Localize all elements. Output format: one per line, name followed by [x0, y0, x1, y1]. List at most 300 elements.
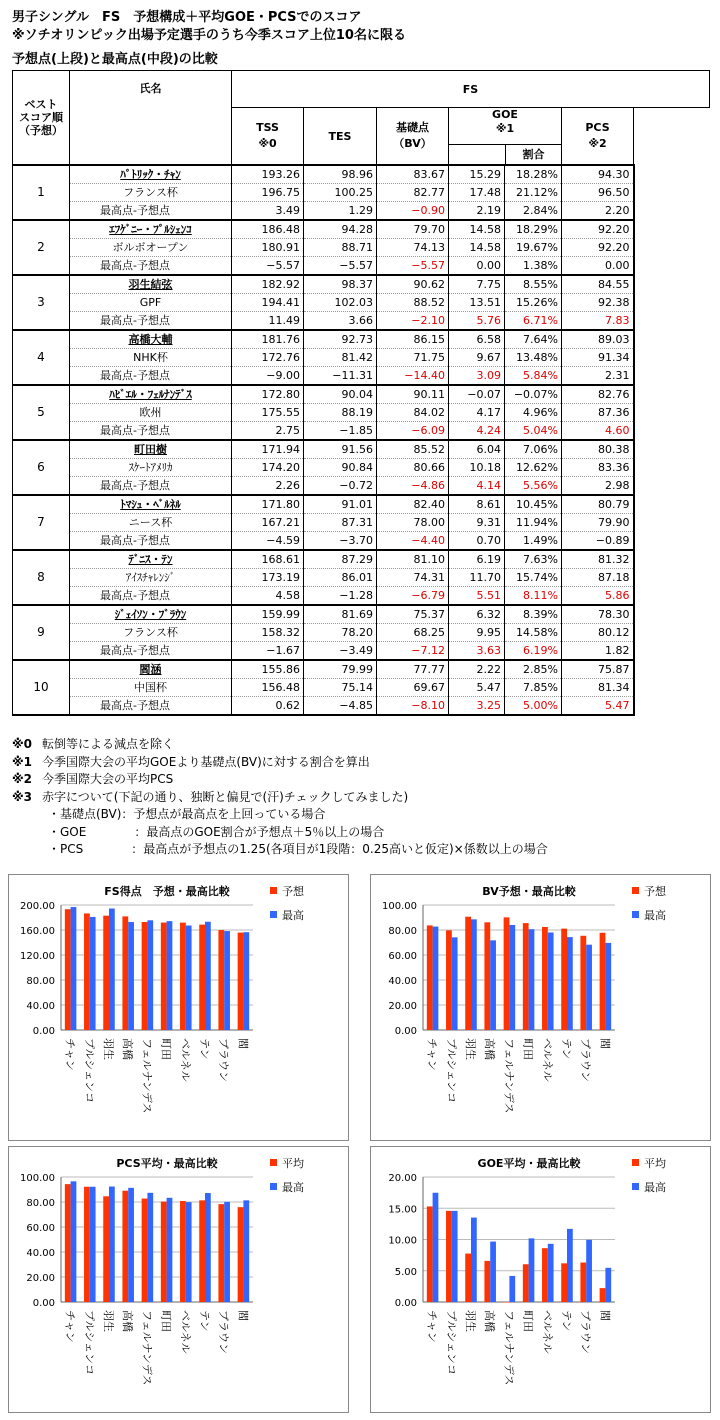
cell-pcs: 81.34: [562, 679, 634, 697]
best-event: 中国杯: [70, 679, 232, 697]
cell-bv: −2.10: [377, 312, 449, 331]
cell-ratio: 1.38%: [505, 257, 562, 276]
fs-score-table: [12, 70, 710, 716]
cell-pcs: 80.38: [562, 440, 634, 459]
cell-goe: 3.63: [449, 642, 505, 661]
cell-goe: 9.67: [449, 349, 505, 367]
y-tick-label: 80.00: [388, 926, 417, 937]
cell-goe: 9.31: [449, 514, 505, 532]
diff-label: 最高点-予想点: [70, 367, 232, 386]
cell-bv: 83.67: [377, 165, 449, 184]
bar-予想-4: [504, 917, 510, 1030]
header-bv: 基礎点 （BV）: [377, 108, 449, 166]
cell-tes: 100.25: [304, 184, 377, 202]
cell-tes: 98.96: [304, 165, 377, 184]
cell-pcs: 84.55: [562, 275, 634, 294]
x-tick-label: 羽生: [464, 1038, 477, 1060]
cell-tss: 172.80: [232, 385, 304, 404]
cell-ratio: 15.74%: [505, 569, 562, 587]
bar-最高-7: [205, 1193, 211, 1302]
bar-最高-0: [433, 927, 439, 1030]
y-tick-label: 160.00: [20, 926, 55, 937]
table-row: [13, 422, 710, 441]
table-row: [13, 330, 710, 349]
cell-bv: −4.40: [377, 532, 449, 551]
bar-平均-4: [504, 1302, 510, 1303]
cell-tss: −5.57: [232, 257, 304, 276]
x-tick-label: 羽生: [102, 1038, 115, 1060]
bar-最高-2: [471, 919, 477, 1030]
bar-平均-1: [446, 1211, 452, 1302]
footnotes: [12, 736, 548, 859]
cell-bv: −6.09: [377, 422, 449, 441]
diff-label: 最高点-予想点: [70, 257, 232, 276]
diff-label: 最高点-予想点: [70, 642, 232, 661]
cell-goe: 5.51: [449, 587, 505, 606]
rank-cell: 1: [13, 165, 70, 220]
x-tick-label: ブラウン: [579, 1038, 593, 1082]
cell-tes: 91.01: [304, 495, 377, 514]
cell-pcs: 87.18: [562, 569, 634, 587]
x-tick-label: ベルネル: [178, 1038, 192, 1082]
cell-goe: 10.18: [449, 459, 505, 477]
cell-ratio: 13.48%: [505, 349, 562, 367]
chart-fs: [8, 874, 349, 1141]
x-tick-label: プルシェンコ: [82, 1038, 96, 1104]
cell-ratio: 11.94%: [505, 514, 562, 532]
cell-tes: −4.85: [304, 697, 377, 716]
cell-pcs: −0.89: [562, 532, 634, 551]
cell-ratio: 6.19%: [505, 642, 562, 661]
cell-tes: −1.28: [304, 587, 377, 606]
cell-tes: 81.42: [304, 349, 377, 367]
cell-goe: 4.24: [449, 422, 505, 441]
y-tick-label: 200.00: [20, 901, 55, 912]
y-tick-label: 20.00: [26, 1273, 55, 1284]
cell-tes: −3.49: [304, 642, 377, 661]
cell-tss: −1.67: [232, 642, 304, 661]
bar-最高-3: [128, 1188, 134, 1302]
table-row: [13, 532, 710, 551]
cell-ratio: 8.55%: [505, 275, 562, 294]
cell-bv: −8.10: [377, 697, 449, 716]
x-tick-label: ベルネル: [540, 1310, 554, 1354]
x-tick-label: 羽生: [464, 1310, 477, 1332]
cell-ratio: 15.26%: [505, 294, 562, 312]
cell-ratio: 18.28%: [505, 165, 562, 184]
cell-goe: 6.04: [449, 440, 505, 459]
cell-tss: 182.92: [232, 275, 304, 294]
best-event: フランス杯: [70, 184, 232, 202]
bar-最高-8: [224, 931, 230, 1030]
cell-tes: 86.01: [304, 569, 377, 587]
bar-最高-5: [529, 929, 535, 1030]
bar-予想-9: [238, 933, 244, 1030]
note-text: 赤字について(下記の通り、独断と偏見で(汗)チェックしてみました): [42, 789, 409, 804]
y-tick-label: 80.00: [26, 1198, 55, 1209]
bar-予想-9: [600, 933, 606, 1030]
bar-予想-2: [465, 917, 471, 1030]
cell-tes: 79.99: [304, 660, 377, 679]
bar-予想-6: [542, 927, 548, 1030]
cell-bv: −0.90: [377, 202, 449, 221]
rank-cell: 6: [13, 440, 70, 495]
table-row: [13, 275, 710, 294]
cell-tss: 0.62: [232, 697, 304, 716]
diff-label: 最高点-予想点: [70, 202, 232, 221]
cell-tes: −3.70: [304, 532, 377, 551]
cell-pcs: 1.82: [562, 642, 634, 661]
legend-label: 平均: [282, 1157, 304, 1170]
header-ratio: 割合: [522, 148, 545, 161]
cell-goe: 11.70: [449, 569, 505, 587]
cell-goe: 3.09: [449, 367, 505, 386]
bar-予想-7: [199, 925, 205, 1030]
y-tick-label: 100.00: [382, 901, 417, 912]
cell-bv: 75.37: [377, 605, 449, 624]
table-row: [13, 660, 710, 679]
bar-予想-3: [122, 916, 128, 1030]
header-goe: [449, 108, 562, 166]
cell-pcs: 83.36: [562, 459, 634, 477]
bar-最高-9: [243, 1200, 249, 1302]
cell-ratio: 8.11%: [505, 587, 562, 606]
best-event: フランス杯: [70, 624, 232, 642]
cell-pcs: 2.20: [562, 202, 634, 221]
legend-swatch: [632, 1183, 639, 1190]
bar-最高-2: [109, 908, 115, 1030]
cell-goe: 4.14: [449, 477, 505, 496]
cell-tss: 181.76: [232, 330, 304, 349]
note-item: [12, 771, 548, 789]
legend-label: 最高: [644, 1181, 666, 1194]
cell-tss: 171.80: [232, 495, 304, 514]
x-tick-label: 閻: [598, 1310, 612, 1321]
bar-平均-5: [161, 1202, 167, 1302]
cell-ratio: 5.84%: [505, 367, 562, 386]
cell-tss: 174.20: [232, 459, 304, 477]
bar-最高-7: [567, 937, 573, 1030]
bar-最高-4: [509, 925, 515, 1030]
y-tick-label: 10.00: [388, 1235, 417, 1247]
cell-tes: 90.04: [304, 385, 377, 404]
bar-最高-2: [109, 1187, 115, 1302]
x-tick-label: フェルナンデス: [502, 1038, 516, 1114]
note-item: [12, 789, 548, 807]
page-title: 男子シングル FS 予想構成＋平均GOE・PCSでのスコア: [12, 10, 362, 25]
cell-ratio: 12.62%: [505, 459, 562, 477]
table-row: [13, 257, 710, 276]
cell-bv: 78.00: [377, 514, 449, 532]
cell-tes: 92.73: [304, 330, 377, 349]
cell-tss: 180.91: [232, 239, 304, 257]
cell-tss: 156.48: [232, 679, 304, 697]
skater-name: 高橋大輔: [70, 330, 232, 349]
x-tick-label: 高橋: [121, 1310, 135, 1332]
cell-pcs: 87.36: [562, 404, 634, 422]
cell-ratio: 10.45%: [505, 495, 562, 514]
cell-tss: −9.00: [232, 367, 304, 386]
cell-bv: 79.70: [377, 220, 449, 239]
cell-bv: 77.77: [377, 660, 449, 679]
legend-label: 平均: [644, 1157, 666, 1170]
cell-tss: 4.58: [232, 587, 304, 606]
bar-平均-9: [600, 1288, 606, 1302]
cell-tss: 2.26: [232, 477, 304, 496]
y-tick-label: 15.00: [388, 1204, 417, 1216]
best-event: ｱｲｽﾁｬﾚﾝｼﾞ: [70, 569, 232, 587]
cell-bv: 71.75: [377, 349, 449, 367]
table-row: [13, 239, 710, 257]
cell-tes: 87.31: [304, 514, 377, 532]
table-row: [13, 294, 710, 312]
skater-name: 閻涵: [70, 660, 232, 679]
bar-最高-6: [548, 933, 554, 1031]
cell-tss: −4.59: [232, 532, 304, 551]
cell-goe: 8.61: [449, 495, 505, 514]
bar-最高-8: [586, 945, 592, 1030]
x-tick-label: 閻: [598, 1038, 612, 1049]
bar-最高-3: [490, 940, 496, 1030]
cell-bv: 68.25: [377, 624, 449, 642]
skater-name: 羽生結弦: [70, 275, 232, 294]
bar-最高-1: [452, 937, 458, 1030]
cell-bv: 84.02: [377, 404, 449, 422]
cell-tes: 98.37: [304, 275, 377, 294]
cell-goe: 0.70: [449, 532, 505, 551]
cell-goe: 5.76: [449, 312, 505, 331]
header-tss: TSS ※0: [232, 108, 304, 166]
legend-swatch: [270, 1159, 277, 1166]
cell-tss: 168.61: [232, 550, 304, 569]
table-row: [13, 440, 710, 459]
cell-bv: 74.13: [377, 239, 449, 257]
x-tick-label: チャン: [63, 1310, 77, 1343]
y-tick-label: 40.00: [26, 1001, 55, 1012]
cell-tes: 1.29: [304, 202, 377, 221]
y-tick-label: 120.00: [20, 951, 55, 962]
y-tick-label: 0.00: [394, 1298, 417, 1309]
cell-goe: 6.19: [449, 550, 505, 569]
cell-tes: 91.56: [304, 440, 377, 459]
x-tick-label: フェルナンデス: [502, 1310, 516, 1386]
cell-bv: −7.12: [377, 642, 449, 661]
x-tick-label: プルシェンコ: [444, 1038, 458, 1104]
bar-予想-8: [218, 930, 224, 1030]
table-row: [13, 569, 710, 587]
cell-tss: 11.49: [232, 312, 304, 331]
x-tick-label: テン: [560, 1310, 573, 1332]
cell-tes: 102.03: [304, 294, 377, 312]
cell-ratio: 5.04%: [505, 422, 562, 441]
cell-tes: 3.66: [304, 312, 377, 331]
rank-cell: 4: [13, 330, 70, 385]
cell-bv: 69.67: [377, 679, 449, 697]
cell-goe: 15.29: [449, 165, 505, 184]
x-tick-label: 町田: [159, 1038, 173, 1060]
cell-tss: 155.86: [232, 660, 304, 679]
y-tick-label: 60.00: [26, 1223, 55, 1234]
legend-label: 最高: [644, 909, 666, 922]
x-tick-label: チャン: [425, 1310, 439, 1343]
legend-swatch: [270, 1183, 277, 1190]
cell-pcs: 96.50: [562, 184, 634, 202]
bar-平均-8: [580, 1263, 586, 1303]
table-row: [13, 495, 710, 514]
x-tick-label: プルシェンコ: [444, 1310, 458, 1376]
x-tick-label: ベルネル: [178, 1310, 192, 1354]
cell-bv: 88.52: [377, 294, 449, 312]
cell-goe: 14.58: [449, 239, 505, 257]
cell-bv: 81.10: [377, 550, 449, 569]
bar-平均-0: [427, 1206, 433, 1302]
y-tick-label: 0.00: [394, 1026, 417, 1037]
bar-最高-3: [128, 922, 134, 1030]
cell-goe: 7.75: [449, 275, 505, 294]
bar-最高-5: [529, 1238, 535, 1302]
table-row: [13, 459, 710, 477]
bar-予想-8: [580, 936, 586, 1030]
bar-平均-8: [218, 1204, 224, 1302]
x-tick-label: チャン: [425, 1038, 439, 1071]
table-row: [13, 385, 710, 404]
chart-title: PCS平均・最高比較: [116, 1157, 218, 1170]
diff-label: 最高点-予想点: [70, 312, 232, 331]
cell-bv: −6.79: [377, 587, 449, 606]
rank-cell: 3: [13, 275, 70, 330]
bar-平均-4: [142, 1199, 148, 1302]
cell-tss: 175.55: [232, 404, 304, 422]
cell-bv: 90.11: [377, 385, 449, 404]
cell-pcs: 5.86: [562, 587, 634, 606]
cell-tss: 196.75: [232, 184, 304, 202]
rank-cell: 7: [13, 495, 70, 550]
table-row: [13, 642, 710, 661]
bar-最高-8: [224, 1202, 230, 1302]
best-event: ニース杯: [70, 514, 232, 532]
cell-ratio: −0.07%: [505, 385, 562, 404]
chart-title: GOE平均・最高比較: [477, 1157, 581, 1170]
cell-ratio: 2.85%: [505, 660, 562, 679]
table-row: [13, 697, 710, 716]
bar-平均-0: [65, 1184, 71, 1302]
cell-ratio: 8.39%: [505, 605, 562, 624]
legend-swatch: [632, 1159, 639, 1166]
table-caption: 予想点(上段)と最高点(中段)の比較: [12, 52, 218, 67]
cell-tes: −0.72: [304, 477, 377, 496]
cell-goe: 14.58: [449, 220, 505, 239]
cell-goe: 2.22: [449, 660, 505, 679]
x-tick-label: テン: [198, 1038, 211, 1060]
cell-bv: 74.31: [377, 569, 449, 587]
cell-ratio: 4.96%: [505, 404, 562, 422]
cell-ratio: 6.71%: [505, 312, 562, 331]
cell-ratio: 7.06%: [505, 440, 562, 459]
cell-tes: −1.85: [304, 422, 377, 441]
y-tick-label: 60.00: [388, 951, 417, 962]
bar-平均-3: [122, 1191, 128, 1302]
diff-label: 最高点-予想点: [70, 477, 232, 496]
bar-予想-2: [103, 916, 109, 1030]
bar-最高-9: [243, 932, 249, 1030]
cell-tss: 172.76: [232, 349, 304, 367]
x-tick-label: フェルナンデス: [140, 1038, 154, 1114]
bar-最高-8: [586, 1240, 592, 1302]
table-row: [13, 587, 710, 606]
cell-tes: 81.69: [304, 605, 377, 624]
cell-tss: 2.75: [232, 422, 304, 441]
bar-最高-4: [509, 1276, 515, 1302]
y-tick-label: 20.00: [388, 1001, 417, 1012]
cell-pcs: 4.60: [562, 422, 634, 441]
cell-bv: 85.52: [377, 440, 449, 459]
bar-予想-1: [446, 930, 452, 1030]
x-tick-label: 高橋: [483, 1310, 497, 1332]
rank-cell: 8: [13, 550, 70, 605]
header-pcs: PCS ※2: [562, 108, 634, 166]
y-tick-label: 5.00: [394, 1266, 417, 1278]
cell-goe: 4.17: [449, 404, 505, 422]
bar-最高-1: [90, 1187, 96, 1302]
bar-平均-9: [238, 1207, 244, 1302]
legend-swatch: [632, 887, 639, 894]
rank-cell: 5: [13, 385, 70, 440]
skater-name: ﾊﾟﾄﾘｯｸ・ﾁｬﾝ: [70, 165, 232, 184]
cell-tes: 87.29: [304, 550, 377, 569]
cell-tss: 167.21: [232, 514, 304, 532]
x-tick-label: 町田: [521, 1038, 535, 1060]
header-goe-label: GOE ※1: [492, 108, 518, 135]
cell-ratio: 5.56%: [505, 477, 562, 496]
x-tick-label: 羽生: [102, 1310, 115, 1332]
cell-goe: 5.47: [449, 679, 505, 697]
best-event: GPF: [70, 294, 232, 312]
x-tick-label: プルシェンコ: [82, 1310, 96, 1376]
cell-goe: 2.19: [449, 202, 505, 221]
skater-name: ｼﾞｪｲｿﾝ・ﾌﾞﾗｳﾝ: [70, 605, 232, 624]
bar-平均-2: [465, 1254, 471, 1302]
subnote-item: ・PCS ：最高点が予想点の1.25(各項目が1段階：0.25高いと仮定)×係数以上の場合: [48, 842, 548, 856]
chart-bv: [370, 874, 711, 1141]
legend-swatch: [270, 911, 277, 918]
chart-goe: [370, 1146, 711, 1413]
cell-tss: 193.26: [232, 165, 304, 184]
bar-最高-9: [605, 943, 611, 1030]
table-row: [13, 367, 710, 386]
legend-label: 予想: [282, 885, 304, 898]
bar-平均-5: [523, 1264, 529, 1302]
bar-平均-7: [561, 1263, 567, 1302]
chart-title: FS得点 予想・最高比較: [104, 885, 230, 898]
cell-tes: 90.84: [304, 459, 377, 477]
cell-bv: −5.57: [377, 257, 449, 276]
legend-swatch: [270, 887, 277, 894]
bar-最高-0: [71, 1181, 77, 1302]
bar-最高-5: [167, 1198, 173, 1302]
y-tick-label: 0.00: [32, 1298, 55, 1309]
legend-label: 最高: [282, 1181, 304, 1194]
cell-ratio: 5.00%: [505, 697, 562, 716]
x-tick-label: 高橋: [121, 1038, 135, 1060]
legend-label: 最高: [282, 909, 304, 922]
note-text: 転倒等による減点を除く: [42, 737, 175, 751]
bar-予想-7: [561, 929, 567, 1030]
bar-平均-7: [199, 1200, 205, 1302]
cell-tes: −5.57: [304, 257, 377, 276]
cell-pcs: 92.20: [562, 220, 634, 239]
cell-tes: 94.28: [304, 220, 377, 239]
y-tick-label: 100.00: [20, 1173, 55, 1184]
